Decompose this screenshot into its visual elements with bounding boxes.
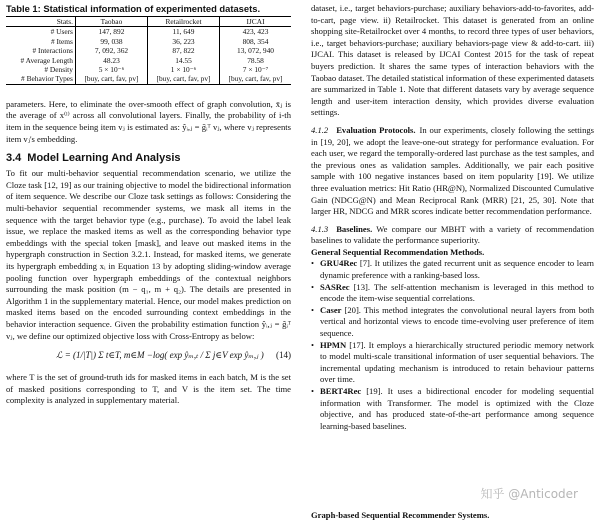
table-cell: 5 × 10⁻⁶	[75, 65, 147, 74]
bullet-icon: •	[311, 281, 315, 292]
baseline-name: SASRec	[320, 281, 350, 292]
intro-paragraph: parameters. Here, to eliminate the over-smooth effect of graph convolution, x̄ⱼ is the average of x⁽ˡ⁾ across all convolutional layers. Finally, the probability of i-th item in the sequence being item vⱼ is estimated as: ŷᵢ,ⱼ = g̃ᵢᵀ vⱼ, where vⱼ represents item vⱼ's embedding.	[6, 98, 291, 144]
list-item	[311, 305, 594, 340]
bullet-icon: •	[311, 339, 315, 350]
table-header: Stats.	[6, 17, 75, 27]
equation-explanation: where T is the set of ground-truth ids for masked items in each batch, M is the set of masked positions corresponding to T, and V is the item set. The time complexity is analyzed in supplementary material.	[6, 372, 291, 406]
table-row	[6, 46, 291, 55]
list-item	[311, 258, 594, 281]
table-cell: [buy, cart, fav, pv]	[75, 74, 147, 84]
baseline-name: Caser	[320, 304, 342, 315]
table-row	[6, 56, 291, 65]
baseline-desc: [13]. The self-attention mechanism is leveraged in this method to encode the item-wise sequential correlations.	[320, 281, 594, 304]
table-row	[6, 74, 291, 84]
cut-off-heading: Graph-based Sequential Recommender Systems.	[311, 510, 490, 520]
table-header: IJCAI	[220, 17, 291, 27]
section-number: 3.4	[6, 152, 22, 165]
stats-table	[6, 16, 291, 85]
table-cell: 1 × 10⁻⁶	[147, 65, 219, 74]
subsection-title: Baselines.	[336, 223, 373, 234]
table-cell: 7, 092, 362	[75, 46, 147, 55]
bullet-icon: •	[311, 386, 315, 396]
table-cell: 147, 892	[75, 27, 147, 37]
table-cell: 11, 649	[147, 27, 219, 37]
bullet-icon: •	[311, 304, 315, 315]
baseline-desc: [7]. It utilizes the gated recurrent unit as sequence encoder to learn dynamic preference with a ranking-based loss.	[320, 258, 594, 281]
model-learning-paragraph: To fit our multi-behavior sequential recommendation scenario, we utilize the Cloze task [12, 19] as our training objective to model the bidirectional information of item sequence. We describe our Cloze task settings as follows: Considering the multi-behavior sequential recommender systems, we mask all items in the sequence with the target behavior type (e.g., purchase). To avoid the label leak issue, we replace the masked items as well as the corresponding behavior type embeddings with the special token [mask], and leave out masked items in the hypergraph construction in Section 3.2.1. Instead, for masked items, we generate its hypergraph embedding xᵢ in Equation 13 by adopting sliding-window average pooling function over hypergraph embeddings of the contextual neighbors surrounding the mask position (m − q₁, m + q₂). The details are presented in Algorithm 1 in the supplementary material. Hence, our model makes prediction on masked items based on the encoded surrounding context embeddings in the behavior interaction sequence. Given the probability estimation function ŷᵢ,ⱼ = g̃ᵢᵀ vⱼ, we define our optimized objective loss with Cross-Entropy as below:	[6, 168, 291, 341]
watermark: 知乎 @Anticoder	[480, 487, 578, 501]
list-item	[311, 282, 594, 305]
table-row	[6, 37, 291, 46]
baseline-name: HPMN	[320, 339, 347, 350]
subsection-text: We compare our MBHT with a variety of recommendation baselines to validate the performance superiority.	[311, 223, 594, 246]
right-column	[311, 0, 594, 432]
baseline-list	[311, 258, 594, 432]
subsection-baselines	[311, 224, 594, 247]
left-column	[6, 0, 291, 407]
table-header: Taobao	[75, 17, 147, 27]
list-item	[311, 386, 594, 432]
bullet-icon: •	[311, 258, 315, 269]
table-cell: [buy, cart, fav, pv]	[220, 74, 291, 84]
subsection-number: 4.1.2	[311, 124, 329, 135]
subsection-title: Evaluation Protocols.	[336, 124, 416, 135]
section-heading	[6, 152, 291, 164]
subsection-evaluation	[311, 125, 594, 218]
table-cell: # Interactions	[6, 46, 75, 55]
table-header-row	[6, 17, 291, 27]
baseline-desc: [20]. This method integrates the convolutional neural layers from both vertical and horizontal views to encode time-evolving user preference of item sequence.	[320, 304, 594, 339]
table-cell: [buy, cart, fav, pv]	[147, 74, 219, 84]
equation-body: ℒ = (1/|T|) Σ t∈T, m∈M −log( exp ŷₘ,ₜ / Σ j∈V exp ŷₘ,ⱼ )	[56, 350, 264, 361]
table-cell: # Behavior Types	[6, 74, 75, 84]
table-cell: 808, 354	[242, 36, 269, 46]
table-cell: 87, 822	[147, 46, 219, 55]
loss-equation	[6, 343, 291, 371]
table-cell: 423, 423	[242, 27, 269, 37]
subsection-number: 4.1.3	[311, 223, 329, 234]
baseline-name: GRU4Rec	[320, 258, 358, 269]
table-cell: 48.23	[75, 56, 147, 65]
table-caption: Table 1: Statistical information of experimented datasets.	[6, 3, 261, 14]
list-item	[311, 340, 594, 386]
table-cell: 99, 038	[75, 37, 147, 46]
table-header: Retailrocket	[147, 17, 219, 27]
datasets-paragraph: dataset, i.e., target behaviors-purchase; auxiliary behaviors-add-to-favorites, add-to-cart, page view. ii) Retailrocket. This dataset is generated from an online shopping site-Retailrocket over 4 months, to record three types of user behaviors, i.e., target behaviors-purchase; auxiliary behaviors-page view & add-to-cart. iii) IJCAI. This dataset is released by IJCAI Contest 2015 for the task of repeat buyers prediction. It shares the same types of interaction behaviors with the Taobao dataset. The detailed statistical information of these experimented datasets are summarized in Table 1. Note that different datasets vary by average sequence length and user-item interaction density, which provides diverse evaluation settings.	[311, 3, 594, 118]
baseline-name: BERT4Rec	[320, 386, 362, 396]
table-cell: # Average Length	[6, 56, 75, 65]
table-cell: 14.55	[147, 56, 219, 65]
table-cell: # Items	[6, 37, 75, 46]
baseline-desc: [17]. It employs a hierarchically structured periodic memory network to model multi-scale transitional information of user sequential behaviors. The incremental updating mechanism is introduced to retain behaviour patterns over time.	[320, 339, 594, 385]
general-methods-heading: General Sequential Recommendation Methods.	[311, 246, 485, 257]
table-cell: # Density	[6, 65, 75, 74]
baseline-desc: [19]. It uses a bidirectional encoder for modeling sequential information with Transformer. The model is optimized with the Cloze objective, and has produced state-of-the-art performance among sequence learning-based baselines.	[320, 386, 595, 431]
equation-number: (14)	[276, 350, 291, 361]
section-title: Model Learning And Analysis	[27, 152, 181, 165]
table-cell: 36, 223	[147, 37, 219, 46]
table-cell: 7 × 10⁻⁷	[242, 65, 269, 75]
table-cell: 78.58	[247, 55, 264, 65]
subsection-text: In our experiments, closely following the settings in [19, 20], we adopt the leave-one-out strategy for performance evaluation. For each user, we regard the temporally-ordered last purchase as the test samples, and the previous ones as validation samples. Additionally, we pair each positive sample with 100 negative instances based on item popularity [19]. We utilize three evaluation metrics: Hit Ratio (HR@N), Normalized Discounted Cumulative Gain (NDCG@N) and Mean Reciprocal Rank (MRR) [21, 25, 30]. Note that larger HR, NDCG and MRR scores indicate better recommendation performance.	[311, 124, 595, 217]
table-row	[6, 65, 291, 74]
table-cell: 13, 072, 940	[237, 46, 274, 56]
table-cell: # Users	[6, 27, 75, 37]
table-row	[6, 27, 291, 37]
